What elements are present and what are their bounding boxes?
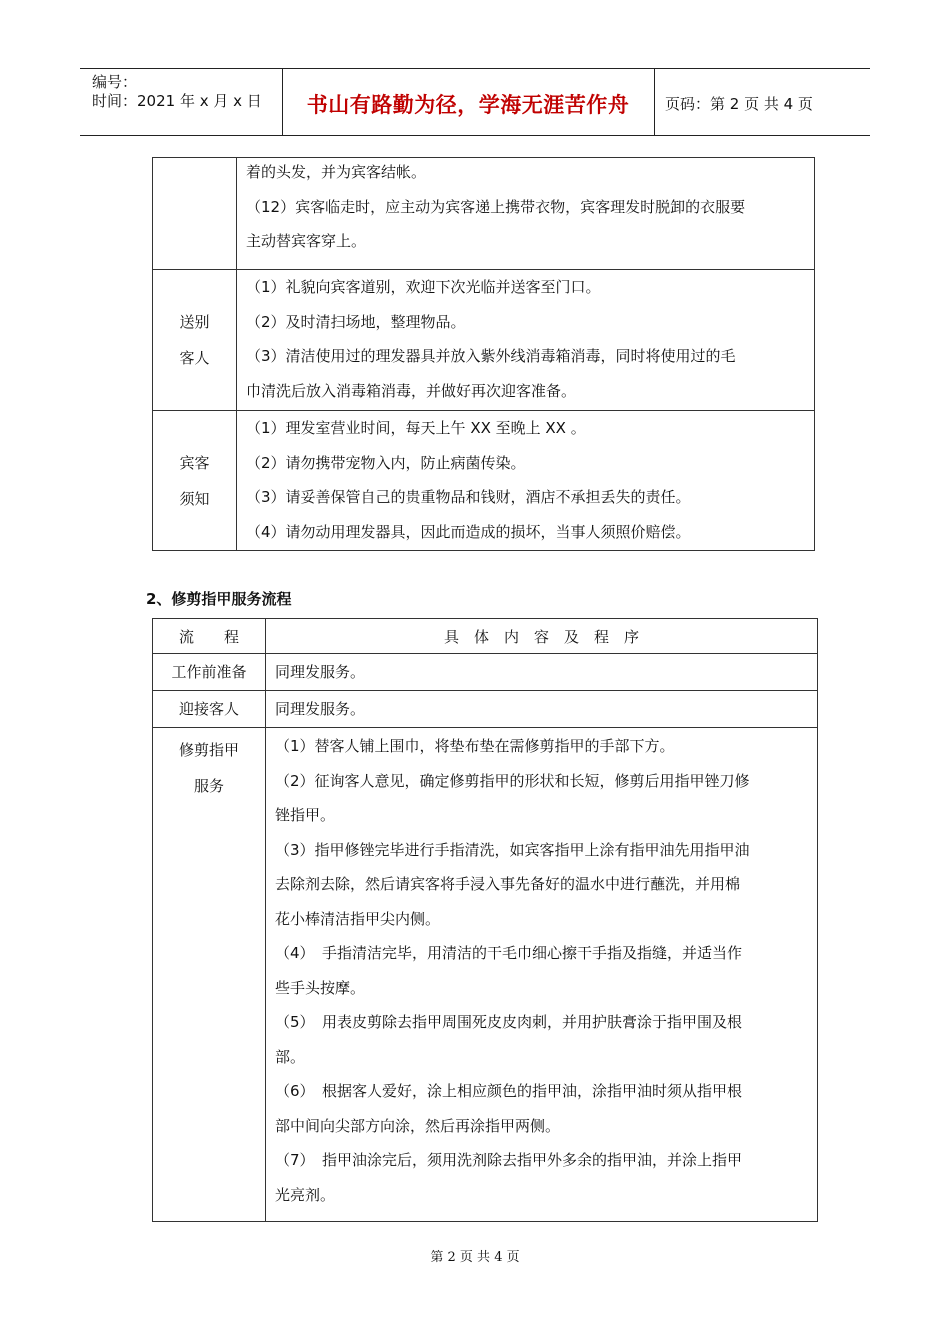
row-label-line: 修剪指甲 — [178, 741, 239, 759]
content-line: 些手头按摩。 — [275, 978, 366, 997]
content-line: 同理发服务。 — [275, 663, 366, 681]
header-motto: 书山有路勤为径，学海无涯苦作舟 — [306, 93, 630, 117]
row-label — [153, 411, 237, 551]
table-row — [153, 411, 815, 551]
row-label: 工作前准备 — [153, 654, 266, 691]
content-line: （3）请妥善保管自己的贵重物品和钱财，酒店不承担丢失的责任。 — [246, 488, 691, 506]
content-line: （1）理发室营业时间，每天上午 XX 至晚上 XX 。 — [246, 419, 586, 437]
hairdressing-procedure-table — [152, 157, 815, 551]
content-line: （2）征询客人意见，确定修剪指甲的形状和长短，修剪后用指甲锉刀修 — [275, 771, 750, 790]
section-title: 2、修剪指甲服务流程 — [146, 590, 292, 608]
header-page-info: 页码：第 2 页 共 4 页 — [665, 95, 813, 113]
content-line: 花小棒清洁指甲尖内侧。 — [275, 909, 441, 928]
row-label — [153, 158, 237, 270]
content-line: （4）请勿动用理发器具，因此而造成的损坏，当事人须照价赔偿。 — [246, 522, 691, 541]
table-row — [153, 728, 818, 1222]
table-header-row — [153, 619, 818, 654]
content-line: 部中间向尖部方向涂，然后再涂指甲两侧。 — [275, 1116, 561, 1135]
content-line: 主动替宾客穿上。 — [246, 232, 367, 250]
row-content — [266, 654, 818, 691]
row-label-line: 宾客 — [179, 453, 210, 472]
content-line: 光亮剂。 — [275, 1185, 336, 1204]
content-line: （12）宾客临走时，应主动为宾客递上携带衣物，宾客理发时脱卸的衣服要 — [246, 197, 746, 216]
content-line: （3）指甲修锉完毕进行手指清洗，如宾客指甲上涂有指甲油先用指甲油 — [275, 840, 750, 859]
column-header-content: 具 体 内 容 及 程 序 — [266, 619, 818, 654]
content-line: 锉指甲。 — [275, 806, 336, 824]
nail-trimming-procedure-table — [152, 618, 818, 1222]
row-content — [237, 270, 815, 411]
row-label-line: 服务 — [193, 777, 224, 795]
content-line: （3）清洁使用过的理发器具并放入紫外线消毒箱消毒，同时将使用过的毛 — [246, 347, 736, 365]
page-footer: 第 2 页 共 4 页 — [430, 1250, 520, 1265]
table-row — [153, 270, 815, 411]
row-content — [237, 411, 815, 551]
row-content — [237, 158, 815, 270]
content-line: （1）替客人铺上围巾，将垫布垫在需修剪指甲的手部下方。 — [275, 737, 675, 755]
row-content — [266, 691, 818, 728]
column-header-process: 流 程 — [153, 619, 266, 654]
content-line: 巾清洗后放入消毒箱消毒，并做好再次迎客准备。 — [246, 381, 577, 400]
content-line: （2）请勿携带宠物入内，防止病菌传染。 — [246, 453, 526, 472]
page-header — [80, 68, 870, 136]
content-line: 着的头发，并为宾客结帐。 — [246, 163, 427, 181]
row-label-line: 送别 — [179, 313, 210, 331]
content-line: 去除剂去除，然后请宾客将手浸入事先备好的温水中进行蘸洗，并用棉 — [275, 875, 741, 893]
row-label-line: 客人 — [179, 349, 210, 367]
row-label: 迎接客人 — [153, 691, 266, 728]
row-label-line: 须知 — [179, 489, 210, 508]
row-label — [153, 270, 237, 411]
table-row — [153, 654, 818, 691]
content-line: 部。 — [275, 1047, 306, 1066]
table-row — [153, 158, 815, 270]
header-divider — [654, 69, 655, 135]
table-row — [153, 691, 818, 728]
content-line: （6） 根据客人爱好，涂上相应颜色的指甲油，涂指甲油时须从指甲根 — [275, 1082, 743, 1100]
content-line: （7） 指甲油涂完后，须用洗剂除去指甲外多余的指甲油，并涂上指甲 — [275, 1151, 743, 1169]
doc-number-label: 编号： — [92, 73, 138, 91]
row-content — [266, 728, 818, 1222]
content-line: （4） 手指清洁完毕，用清洁的干毛巾细心擦干手指及指缝，并适当作 — [275, 944, 743, 962]
content-line: （2）及时清扫场地，整理物品。 — [246, 312, 466, 331]
row-label — [153, 728, 266, 1222]
content-line: （1）礼貌向宾客道别，欢迎下次光临并送客至门口。 — [246, 278, 601, 296]
content-line: 同理发服务。 — [275, 700, 366, 718]
doc-date: 时间：2021 年 x 月 x 日 — [92, 92, 262, 110]
content-line: （5） 用表皮剪除去指甲周围死皮皮肉刺，并用护肤膏涂于指甲围及根 — [275, 1013, 743, 1031]
